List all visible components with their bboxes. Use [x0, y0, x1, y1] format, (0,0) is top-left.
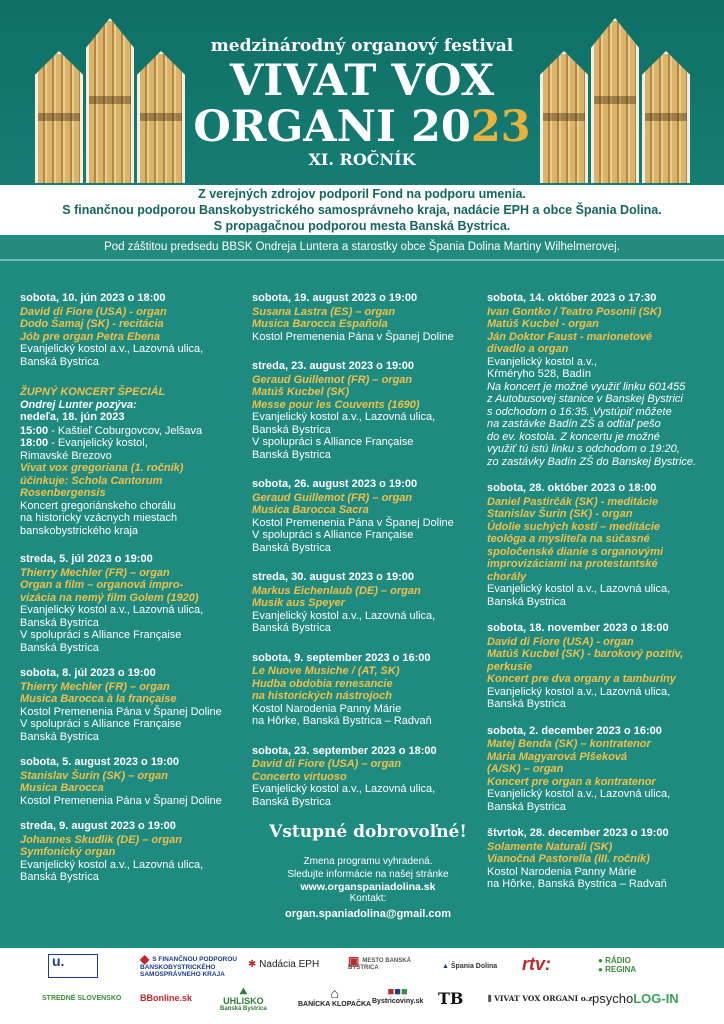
transport-note: Na koncert je možné využiť linku 601455 [487, 380, 686, 393]
event-partner: Banská Bystrica [20, 641, 99, 654]
event [487, 725, 715, 814]
psycho-logo-text: psycho [592, 991, 634, 1006]
hill-icon: ⛰ [239, 986, 248, 996]
event [487, 827, 715, 891]
event-date: sobota, 26. august 2023 o 19:00 [252, 478, 418, 490]
event-program: vizácia na nemý film Golem (1920) [20, 591, 199, 604]
event [20, 667, 245, 743]
event-performer: Thierry Mechler (FR) – organ [20, 566, 170, 579]
event-venue: Evanjelický kostol a.v., Lazovná ulica, [20, 343, 204, 355]
event-venue: Banská Bystrica [487, 800, 566, 813]
event-date: sobota, 10. jún 2023 o 18:00 [20, 292, 166, 304]
event [487, 292, 715, 468]
event-performer: Matúš Kucbel - organ [487, 318, 599, 330]
event-venue: Evanjelický kostol a.v., Lazovná ulica, [487, 788, 671, 800]
event-performer: Daniel Pastirčák (SK) - meditácie [487, 495, 659, 508]
radio-dot-icon: ● [598, 965, 603, 974]
event-date: streda, 23. august 2023 o 19:00 [252, 360, 415, 372]
event-time-line [20, 437, 245, 450]
event-partner: V spolupráci s Alliance Française [20, 629, 182, 641]
stredne-slovensko-logo [42, 994, 121, 1003]
event-program: Vianočná Pastorella (III. ročník) [487, 853, 650, 865]
event-performer: Matej Benda (SK) – kontratenor [487, 738, 651, 750]
radio-logo-text: RÁDIO [605, 956, 631, 965]
bbonline-logo [140, 994, 192, 1003]
event-venue: na Hôrke, Banská Bystrica – Radvaň [487, 878, 667, 890]
tb-logo [438, 990, 463, 1008]
event [20, 553, 245, 654]
transport-note: s odchodom o 16:35. Vystúpiť môžete [487, 405, 672, 418]
event-performer: (A/SK) – organ [487, 763, 564, 775]
bbsk-logo [140, 952, 240, 979]
event-date: sobota, 9. september 2023 o 16:00 [252, 651, 431, 664]
event-program: Jób pre organ Petra Ebena [20, 330, 160, 343]
transport-note: do ev. kostola. Z koncertu je možné [487, 430, 660, 443]
edition-label: XI. ROČNÍK [308, 150, 416, 169]
event-venue: Kostol Premenenia Pána v Španej Doline [252, 516, 454, 529]
event-description: na historicky vzácnych miestach [20, 512, 178, 524]
banicka-logo-text: BANÍCKA KLOPAČKA [298, 1001, 372, 1008]
event [20, 292, 245, 368]
event-venue: Evanjelický kostol a.v., Lazovná ulica, [252, 609, 436, 622]
event-program: Vivat vox gregoriana (1. ročník) [20, 462, 184, 474]
event-performer: Matúš Kucbel (SK) - barokový pozitív, [487, 648, 684, 660]
event-program: Symfonický organ [20, 846, 116, 858]
vvo-logo [488, 994, 595, 1003]
event-date: streda, 30. august 2023 o 19:00 [252, 571, 415, 583]
vvo-logo-text: VIVAT VOX ORGANI o.z. [494, 994, 596, 1003]
spania-logo-text: Špania Dolina [450, 963, 498, 970]
event-venue: Evanjelický kostol a.v., Lazovná ulica, [487, 685, 671, 698]
event-performer: Le Nuove Musiche / (AT, SK) [252, 665, 400, 677]
bbsk-shield-icon: ◆ [140, 952, 150, 966]
event-date: sobota, 14. október 2023 o 17:30 [487, 292, 657, 304]
event-venue: Banská Bystrica [252, 423, 331, 436]
program-column-3 [487, 292, 715, 904]
title-line2 [190, 104, 534, 150]
event-date: nedeľa, 18. jún 2023 [20, 411, 125, 423]
event [252, 652, 484, 728]
event-performer: Geraud Guillemot (FR) – organ [252, 373, 413, 386]
event-venue: Kŕméryho 528, Badín [487, 368, 591, 380]
event [487, 622, 715, 711]
uhlisko-logo-text: UHLISKO [223, 996, 264, 1006]
event-date: štvrtok, 28. december 2023 o 19:00 [487, 827, 669, 839]
event-program: Musica Barocca Española [252, 318, 388, 330]
event-program: chorály [487, 570, 527, 583]
event-program: Musica Barocca à la française [20, 693, 177, 705]
event-venue: Evanjelický kostol a.v., Lazovná ulica, [252, 411, 436, 423]
spania-crest-icon: ▲ [442, 963, 449, 970]
event-venue: - Evanjelický kostol, [48, 437, 148, 449]
title-line1: VIVAT VOX [229, 56, 495, 106]
footer-info [252, 822, 484, 920]
special-title: ŽUPNÝ KONCERT ŠPECIÁL [20, 386, 166, 398]
banicka-klopacka-logo [298, 986, 371, 1009]
event-venue: Evanjelický kostol a.v., [487, 355, 597, 368]
eph-logo [248, 960, 319, 969]
login-logo-text: LOG-IN [633, 991, 679, 1006]
event-date: sobota, 2. december 2023 o 16:00 [487, 724, 662, 737]
event-performer: Ivan Gontko / Teatro Posonii (SK) [487, 305, 662, 318]
event-date: sobota, 5. august 2023 o 19:00 [20, 756, 179, 768]
event-program: Ján Doktor Faust - marionetové [487, 330, 653, 343]
event [20, 820, 245, 884]
rtv-logo-text: rtv: [522, 954, 552, 974]
event-venue: - Kaštieľ Coburgovcov, Jelšava [48, 424, 203, 437]
mesto-logo [348, 954, 433, 972]
event [252, 292, 484, 343]
event-date: streda, 9. august 2023 o 19:00 [20, 820, 176, 832]
event-venue: Banská Bystrica [252, 622, 331, 634]
event-program: na historických nástrojoch [252, 690, 392, 702]
event-performer: Rosenbergensis [20, 487, 106, 499]
special-subtitle: Ondrej Lunter pozýva: [20, 398, 137, 411]
program-column-1 [20, 292, 245, 897]
city-crest-icon: ▣ [348, 954, 360, 968]
event-venue: Banská Bystrica [487, 698, 566, 710]
radio-regina-logo [598, 956, 636, 974]
event-venue: na Hôrke, Banská Bystrica – Radvaň [252, 715, 432, 727]
event-program: Concerto virtuoso [252, 770, 347, 783]
event-performer: Stanislav Šurin (SK) - organ [487, 508, 633, 520]
event-program: Hudba obdobia renesancie [252, 677, 393, 690]
event-partner: V spolupráci s Alliance Française [252, 436, 414, 448]
event-venue: Banská Bystrica [20, 355, 99, 368]
support-line3: S propagačnou podporou mesta Banská Bystrica. [213, 219, 511, 233]
psycholog-in-logo [592, 992, 679, 1006]
event-performer: Stanislav Šurin (SK) – organ [20, 769, 168, 782]
event-venue: Banská Bystrica [487, 595, 566, 608]
event-date: sobota, 23. september 2023 o 18:00 [252, 744, 437, 757]
event-venue: Kostol Premenenia Pána v Španej Doline [20, 794, 222, 807]
bbsk-logo-text: S FINANČNOU PODPOROU BANSKOBYSTRICKÉHO SAMOSPRÁVNEHO KRAJA [140, 956, 238, 978]
transport-note: z Autobusovej stanice v Banskej Bystrici [487, 393, 683, 405]
event-venue: Banská Bystrica [20, 616, 99, 629]
program-change-note: Zmena programu vyhradená. [303, 856, 433, 867]
free-entry: Vstupné dobrovoľné! [269, 822, 467, 842]
squares-icon: ■■■ [387, 986, 408, 998]
event-performer: Matúš Kucbel (SK) [252, 386, 350, 398]
event-performer: David di Fiore (USA) - organ [487, 635, 634, 648]
event-partner: Banská Bystrica [20, 730, 99, 743]
support-line2: S finančnou podporou Banskobystrického samosprávneho kraja, nadácie EPH a obce Špania Dolina. [62, 203, 662, 217]
event-program: Koncert pre dva organy a tamburíny [487, 673, 676, 685]
event-venue: Evanjelický kostol a.v., Lazovná ulica, [252, 783, 436, 795]
event [252, 571, 484, 635]
event-venue: Kostol Narodenia Panny Márie [487, 865, 637, 878]
organ-pipes-right-icon [540, 18, 690, 183]
event-venue: Kostol Premenenia Pána v Španej Doline [252, 330, 454, 343]
event-program: Musica Barocca [20, 782, 104, 794]
tb-logo-text: TB [438, 989, 464, 1008]
event-program: Musica Barocca Sacra [252, 504, 369, 516]
spania-logo [442, 962, 497, 971]
event-partner: Banská Bystrica [252, 541, 331, 554]
fpu-logo [48, 954, 98, 978]
event [252, 745, 484, 809]
event-program: spoločenské dianie s organovými [487, 545, 664, 558]
event-performer: účinkuje: Schola Cantorum [20, 474, 163, 487]
pipes-small-icon: ⫼ [488, 994, 492, 1003]
event-program: Organ a film – organová impro- [20, 579, 184, 591]
event-venue: Evanjelický kostol a.v., Lazovná ulica, [20, 604, 204, 616]
event-performer: Mária Magyarová Plšeková [487, 750, 628, 763]
event-performer: Susana Lastra (ES) – organ [252, 305, 396, 318]
event [487, 482, 715, 608]
event [252, 478, 484, 554]
stredne-logo-text: STREDNÉ SLOVENSKO [42, 995, 122, 1002]
event-partner: V spolupráci s Alliance Française [20, 718, 182, 730]
event-venue: Evanjelický kostol a.v., Lazovná ulica, [20, 858, 204, 871]
event-program: Koncert pre organ a kontratenor [487, 775, 656, 788]
radio-logo-text: REGINA [605, 965, 637, 974]
event-performer: Dodo Šamaj (SK) - recitácia [20, 318, 164, 330]
event-description: banskobystrického kraja [20, 524, 139, 537]
event-program: divadlo a organ [487, 343, 569, 355]
event-performer: David di Fiore (USA) - organ [20, 305, 167, 318]
mesto-logo-text: MESTO BANSKÁ BYSTRICA [348, 958, 411, 971]
event-performer: Johannes Skudlik (DE) – organ [20, 833, 182, 846]
festival-subtitle: medzinárodný organový festival [210, 36, 514, 56]
event-program: Údolie suchých kostí – meditácie [487, 520, 661, 533]
patronage-line: Pod záštitou predsedu BBSK Ondreja Luntera a starostky obce Špania Dolina Martiny Wilhelmerovej. [0, 235, 724, 261]
event-venue: Evanjelický kostol a.v., Lazovná ulica, [487, 583, 671, 595]
event-date: sobota, 8. júl 2023 o 19:00 [20, 667, 156, 679]
transport-note: zo zastávky Badín ZŠ do Banskej Bystrice. [487, 455, 697, 468]
website-link[interactable]: www.organspaniadolina.sk [300, 881, 436, 893]
transport-note: využiť tú istú linku s odchodom o 19:20, [487, 443, 680, 455]
sponsor-logos [0, 948, 724, 1024]
event-venue: Kostol Premenenia Pána v Španej Doline [20, 705, 222, 718]
support-line1: Z verejných zdrojov podporil Fond na podporu umenia. [198, 187, 526, 201]
event-performer: Markus Eichenlaub (DE) – organ [252, 584, 421, 597]
event-time-line [20, 425, 245, 438]
radio-dot-icon: ● [598, 956, 603, 965]
transport-note: na zastávke Badín ZŠ a odtiaľ pešo [487, 418, 661, 430]
event-program: Musik aus Speyer [252, 597, 345, 609]
eph-logo-text: Nadácia EPH [259, 959, 320, 970]
uhlisko-logo-subtext: Banská Bystrica [220, 1006, 267, 1012]
event [20, 756, 245, 807]
event-venue: Kostol Narodenia Panny Márie [252, 702, 402, 715]
event-partner: V spolupráci s Alliance Française [252, 529, 414, 541]
event-venue: Rimavské Brezovo [20, 449, 112, 462]
title-year-accent: 23 [470, 102, 531, 152]
event-program: teológa a mysliteľa na súčasné [487, 533, 650, 545]
event-partner: Banská Bystrica [252, 448, 331, 461]
event-performer: Geraud Guillemot (FR) – organ [252, 491, 413, 504]
event [252, 360, 484, 461]
event-performer: Solamente Naturali (SK) [487, 840, 613, 853]
contact-label: Kontakt: [349, 893, 387, 904]
event-date: sobota, 18. november 2023 o 18:00 [487, 622, 669, 634]
event-special [20, 386, 245, 537]
event-performer: Thierry Mechler (FR) – organ [20, 680, 170, 693]
event-date: streda, 5. júl 2023 o 19:00 [20, 553, 153, 565]
event-program: Messe pour les Couvents (1690) [252, 398, 420, 411]
bbonline-logo-text: BBonline.sk [140, 993, 193, 1003]
event-performer: David di Fiore (USA) – organ [252, 758, 402, 770]
eph-star-icon: ✱ [248, 959, 257, 970]
festival-title [190, 58, 534, 150]
support-band [0, 185, 724, 235]
event-date: sobota, 28. október 2023 o 18:00 [487, 482, 657, 494]
event-venue: Banská Bystrica [252, 795, 331, 808]
event-time: 18:00 [20, 437, 49, 449]
program-column-2 [252, 292, 484, 821]
event-time: 15:00 [20, 424, 49, 437]
uhlisko-logo [220, 986, 267, 1013]
title-line2-main: ORGANI 20 [193, 102, 471, 152]
follow-note: Sledujte informácie na našej stránke [287, 868, 449, 880]
event-performer: perkusie [487, 660, 533, 673]
bystricoviny-logo [372, 988, 423, 1006]
event-program: improvizáciami na protestantské [487, 558, 658, 570]
event-venue: Banská Bystrica [20, 871, 99, 883]
event-description: Koncert gregoriánskeho chorálu [20, 499, 176, 512]
header [0, 0, 724, 185]
rtv-logo [522, 954, 551, 974]
tower-icon: ⌂ [330, 985, 339, 1001]
event-date: sobota, 19. august 2023 o 19:00 [252, 292, 418, 304]
fpu-logo-text: u. [52, 953, 65, 969]
organ-pipes-left-icon [35, 18, 185, 183]
bystricoviny-logo-text: Bystricoviny.sk [372, 998, 424, 1005]
email-link[interactable]: organ.spaniadolina@gmail.com [285, 907, 451, 920]
